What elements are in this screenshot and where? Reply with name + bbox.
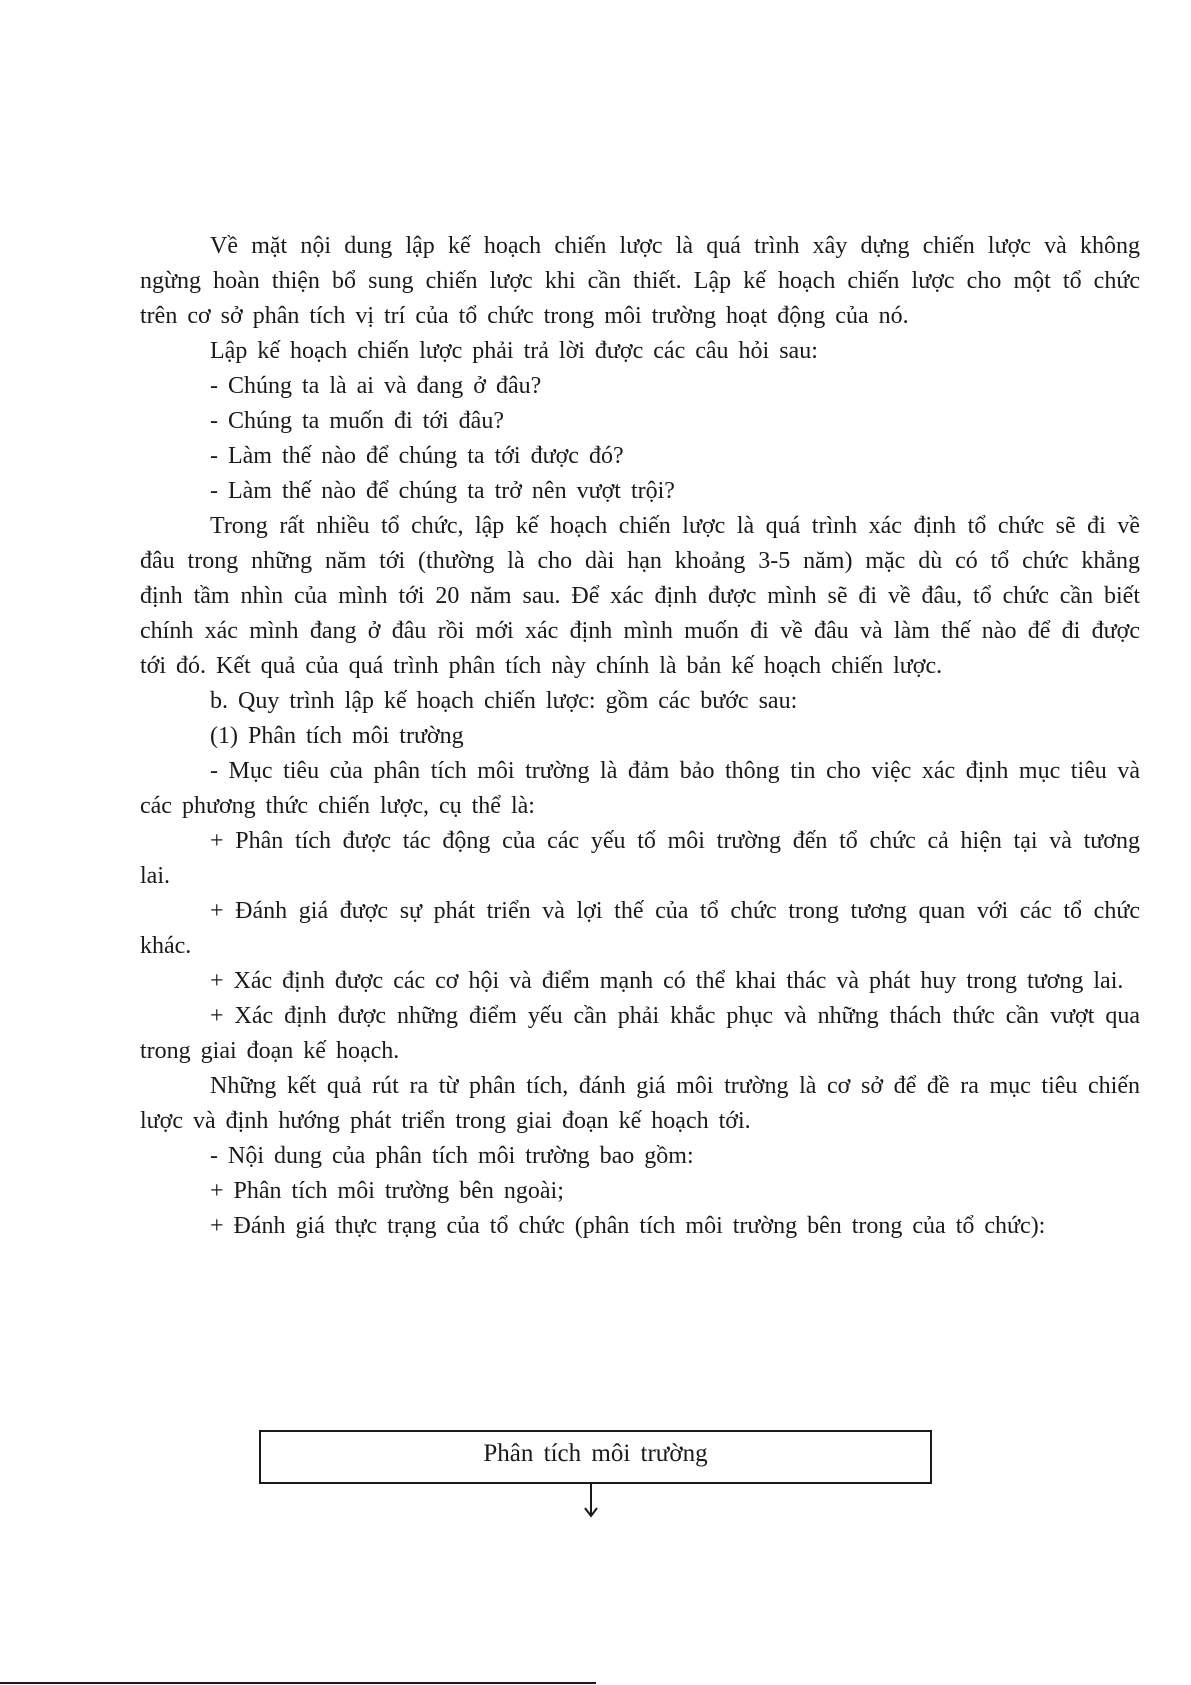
paragraph-strategy-content: Về mặt nội dung lập kế hoạch chiến lược là quá trình xây dựng chiến lược và không ngừng hoàn thiện bổ sung chiến lược khi cần thiết. Lập kế hoạch chiến lược cho một tổ chức trên cơ sở phân tích vị trí của tổ chức trong môi trường hoạt động của nó. bbox=[140, 233, 1140, 329]
bullet-external-analysis: + Phân tích môi trường bên ngoài; bbox=[210, 1178, 564, 1204]
section-heading-process: b. Quy trình lập kế hoạch chiến lược: gồm các bước sau: bbox=[210, 688, 798, 714]
paragraph-analysis-goal: - Mục tiêu của phân tích môi trường là đảm bảo thông tin cho việc xác định mục tiêu và các phương thức chiến lược, cụ thể là: bbox=[140, 758, 1140, 819]
step-heading-environment-analysis: (1) Phân tích môi trường bbox=[210, 723, 464, 749]
paragraph-analysis-content: - Nội dung của phân tích môi trường bao gồm: bbox=[210, 1143, 694, 1169]
question-where-to: - Chúng ta muốn đi tới đâu? bbox=[210, 408, 504, 434]
bullet-opportunities-strengths: + Xác định được các cơ hội và điểm mạnh có thể khai thác và phát huy trong tương lai. bbox=[210, 968, 1124, 994]
question-who-where: - Chúng ta là ai và đang ở đâu? bbox=[210, 373, 542, 399]
flowchart-box-environment-analysis bbox=[259, 1430, 932, 1484]
document-body bbox=[140, 229, 1140, 1244]
bullet-development-evaluation: + Đánh giá được sự phát triển và lợi thế của tổ chức trong tương quan với các tổ chức khác. bbox=[140, 898, 1140, 959]
question-how-excel: - Làm thế nào để chúng ta trở nên vượt trội? bbox=[210, 478, 675, 504]
paragraph-many-organizations: Trong rất nhiều tổ chức, lập kế hoạch chiến lược là quá trình xác định tổ chức sẽ đi về đâu trong những năm tới (thường là cho dài hạn khoảng 3-5 năm) mặc dù có tổ chức khẳng định tầm nhìn của mình tới 20 năm sau. Để xác định được mình sẽ đi về đâu, tổ chức cần biết chính xác mình đang ở đâu rồi mới xác định mình muốn đi về đâu và làm thế nào để đi được tới đó. Kết quả của quá trình phân tích này chính là bản kế hoạch chiến lược. bbox=[140, 513, 1140, 679]
footer-rule bbox=[0, 1682, 596, 1684]
bullet-impact-analysis: + Phân tích được tác động của các yếu tố môi trường đến tổ chức cả hiện tại và tương lai. bbox=[140, 828, 1140, 889]
arrow-down-icon bbox=[579, 1484, 603, 1518]
paragraph-analysis-results: Những kết quả rút ra từ phân tích, đánh giá môi trường là cơ sở để đề ra mục tiêu chiến lược và định hướng phát triển trong giai đoạn kế hoạch tới. bbox=[140, 1073, 1140, 1134]
bullet-internal-assessment: + Đánh giá thực trạng của tổ chức (phân tích môi trường bên trong của tổ chức): bbox=[210, 1213, 1046, 1239]
paragraph-questions-intro: Lập kế hoạch chiến lược phải trả lời được các câu hỏi sau: bbox=[210, 338, 818, 364]
flowchart-box-label: Phân tích môi trường bbox=[483, 1440, 708, 1467]
bullet-weaknesses-threats: + Xác định được những điểm yếu cần phải khắc phục và những thách thức cần vượt qua trong giai đoạn kế hoạch. bbox=[140, 1003, 1140, 1064]
question-how-get-there: - Làm thế nào để chúng ta tới được đó? bbox=[210, 443, 624, 469]
